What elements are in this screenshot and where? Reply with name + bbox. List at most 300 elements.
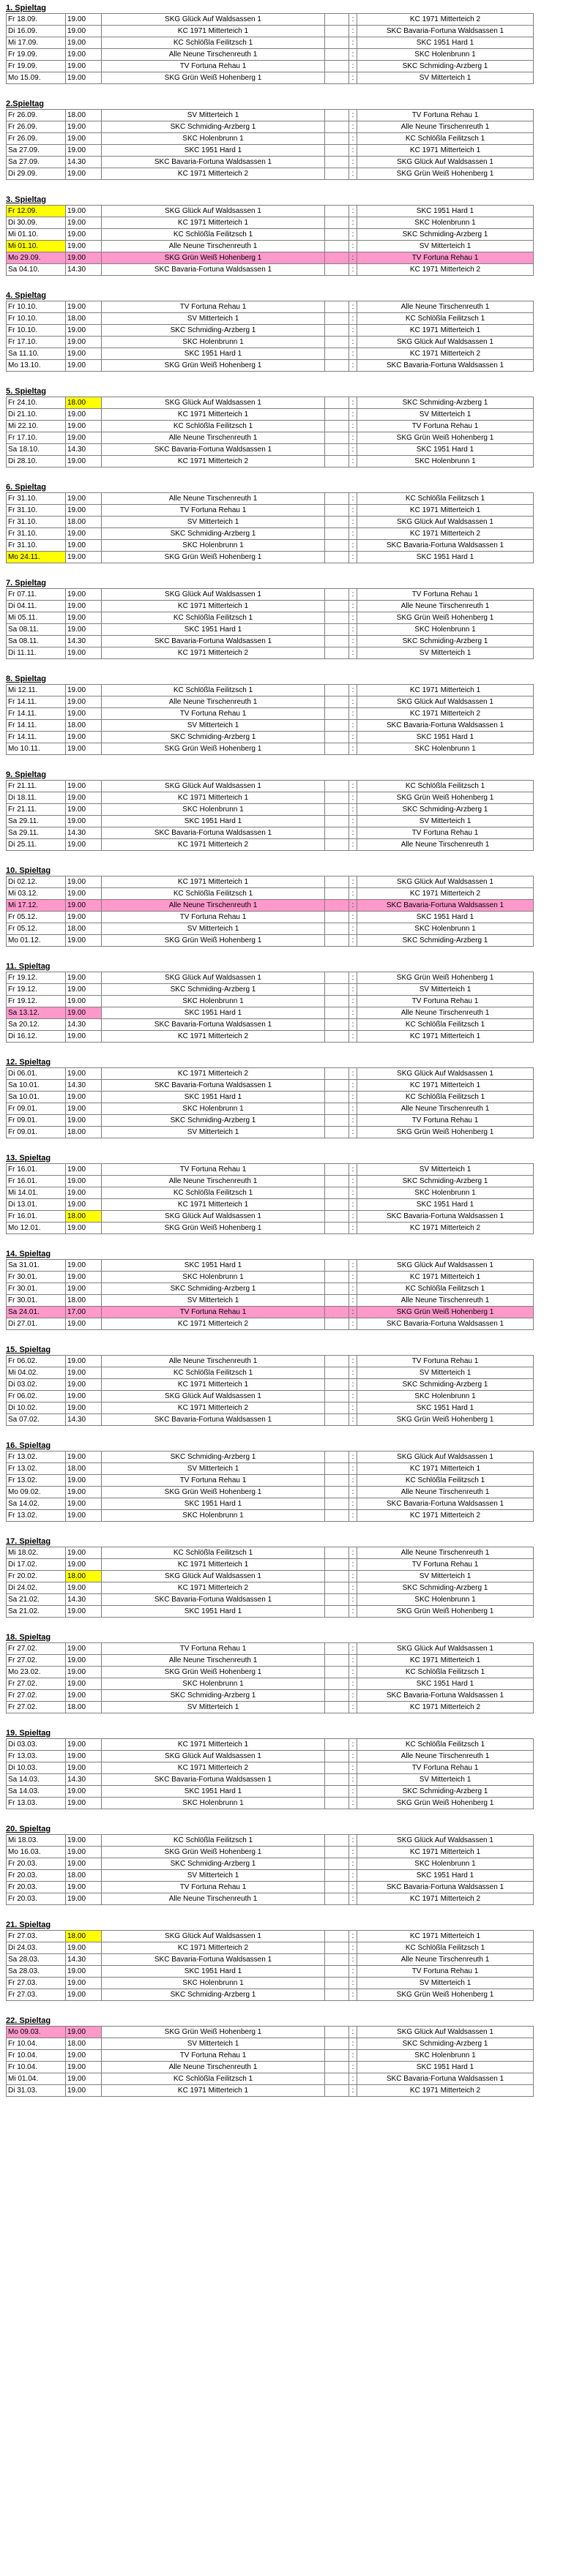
away-team: SKC Bavaria-Fortuna Waldsassen 1 — [357, 2073, 534, 2085]
away-team: SKG Grün Weiß Hohenberg 1 — [357, 168, 534, 180]
games-table — [6, 1642, 534, 1713]
score-separator: : — [349, 456, 357, 467]
home-team: SKC Holenbrunn 1 — [102, 996, 325, 1007]
score-cell-home — [325, 217, 349, 229]
game-time: 19.00 — [66, 1092, 102, 1103]
game-row — [7, 301, 534, 313]
score-cell-home — [325, 1283, 349, 1295]
score-cell-home — [325, 1762, 349, 1774]
score-separator: : — [349, 696, 357, 708]
score-cell-home — [325, 37, 349, 49]
away-team: KC 1971 Mitterteich 1 — [357, 325, 534, 337]
game-date: Fr 19.12. — [7, 984, 66, 996]
score-separator: : — [349, 409, 357, 421]
away-team: SKC Schmiding-Arzberg 1 — [357, 636, 534, 647]
score-separator: : — [349, 432, 357, 444]
home-team: SKC Holenbrunn 1 — [102, 1978, 325, 1989]
home-team: SV Mitterteich 1 — [102, 110, 325, 121]
score-cell-home — [325, 1870, 349, 1882]
game-date: Mi 03.12. — [7, 888, 66, 900]
home-team: KC 1971 Mitterteich 1 — [102, 792, 325, 804]
home-team: SV Mitterteich 1 — [102, 1702, 325, 1713]
game-row — [7, 935, 534, 947]
game-date: Fr 26.09. — [7, 121, 66, 133]
score-cell-home — [325, 589, 349, 601]
home-team: SKC Holenbrunn 1 — [102, 804, 325, 816]
score-cell-home — [325, 923, 349, 935]
away-team: KC 1971 Mitterteich 2 — [357, 1510, 534, 1522]
score-cell-home — [325, 612, 349, 624]
game-date: Sa 07.02. — [7, 1414, 66, 1426]
score-separator: : — [349, 421, 357, 432]
spieltag-2 — [6, 99, 533, 180]
game-date: Mo 15.09. — [7, 72, 66, 84]
game-row — [7, 792, 534, 804]
score-cell-home — [325, 1379, 349, 1391]
score-cell-home — [325, 1164, 349, 1176]
game-date: Mi 18.02. — [7, 1547, 66, 1559]
away-team: SV Mitterteich 1 — [357, 647, 534, 659]
away-team: SKC Bavaria-Fortuna Waldsassen 1 — [357, 1882, 534, 1893]
game-time: 19.00 — [66, 2062, 102, 2073]
home-team: SKC 1951 Hard 1 — [102, 1007, 325, 1019]
score-cell-home — [325, 876, 349, 888]
home-team: SKC Bavaria-Fortuna Waldsassen 1 — [102, 636, 325, 647]
home-team: SV Mitterteich 1 — [102, 517, 325, 528]
game-date: Fr 09.01. — [7, 1127, 66, 1138]
score-separator: : — [349, 1414, 357, 1426]
spieltag-title: 15. Spieltag — [6, 1345, 51, 1354]
away-team: SKC Schmiding-Arzberg 1 — [357, 1176, 534, 1187]
score-separator: : — [349, 1223, 357, 1234]
score-cell-home — [325, 168, 349, 180]
score-cell-home — [325, 1606, 349, 1618]
home-team: SKC Bavaria-Fortuna Waldsassen 1 — [102, 827, 325, 839]
score-separator: : — [349, 1954, 357, 1966]
game-date: Fr 10.04. — [7, 2062, 66, 2073]
score-separator: : — [349, 313, 357, 325]
game-row — [7, 876, 534, 888]
score-cell-home — [325, 206, 349, 217]
away-team: KC 1971 Mitterteich 2 — [357, 264, 534, 276]
score-cell-home — [325, 647, 349, 659]
home-team: SKC Schmiding-Arzberg 1 — [102, 1690, 325, 1702]
game-date: Mi 05.11. — [7, 612, 66, 624]
game-row — [7, 26, 534, 37]
game-row — [7, 2038, 534, 2050]
score-separator: : — [349, 1211, 357, 1223]
game-row — [7, 1127, 534, 1138]
score-cell-home — [325, 1223, 349, 1234]
score-separator: : — [349, 708, 357, 720]
score-separator: : — [349, 1643, 357, 1655]
score-cell-home — [325, 409, 349, 421]
score-cell-home — [325, 1667, 349, 1678]
game-row — [7, 1019, 534, 1031]
home-team: SKG Grün Weiß Hohenberg 1 — [102, 72, 325, 84]
away-team: KC Schlößla Feilitzsch 1 — [357, 1942, 534, 1954]
home-team: SKC 1951 Hard 1 — [102, 1966, 325, 1978]
score-separator: : — [349, 145, 357, 157]
game-date: Fr 10.10. — [7, 313, 66, 325]
game-date: Fr 21.11. — [7, 781, 66, 792]
game-date: Fr 13.03. — [7, 1798, 66, 1809]
score-separator: : — [349, 1870, 357, 1882]
away-team: SV Mitterteich 1 — [357, 241, 534, 252]
spieltag-title: 11. Spieltag — [6, 962, 51, 971]
game-row — [7, 1356, 534, 1367]
game-time: 19.00 — [66, 217, 102, 229]
score-separator: : — [349, 1606, 357, 1618]
game-time: 19.00 — [66, 781, 102, 792]
score-cell-home — [325, 1643, 349, 1655]
away-team: KC Schlößla Feilitzsch 1 — [357, 133, 534, 145]
home-team: SKC 1951 Hard 1 — [102, 1786, 325, 1798]
games-table — [6, 1738, 534, 1809]
score-cell-home — [325, 2062, 349, 2073]
game-date: Fr 13.02. — [7, 1452, 66, 1463]
away-team: KC 1971 Mitterteich 2 — [357, 2085, 534, 2097]
home-team: SKC Bavaria-Fortuna Waldsassen 1 — [102, 157, 325, 168]
home-team: SKC Bavaria-Fortuna Waldsassen 1 — [102, 1019, 325, 1031]
game-row — [7, 1762, 534, 1774]
game-row — [7, 133, 534, 145]
away-team: KC 1971 Mitterteich 1 — [357, 145, 534, 157]
game-time: 19.00 — [66, 708, 102, 720]
score-separator: : — [349, 49, 357, 61]
game-row — [7, 1882, 534, 1893]
score-cell-home — [325, 517, 349, 528]
game-row — [7, 1559, 534, 1571]
away-team: SV Mitterteich 1 — [357, 1571, 534, 1582]
away-team: SKC 1951 Hard 1 — [357, 1678, 534, 1690]
games-table — [6, 205, 534, 276]
away-team: SV Mitterteich 1 — [357, 1774, 534, 1786]
game-date: Mi 22.10. — [7, 421, 66, 432]
game-row — [7, 1989, 534, 2001]
away-team: KC 1971 Mitterteich 1 — [357, 1272, 534, 1283]
game-date: Fr 19.12. — [7, 996, 66, 1007]
score-separator: : — [349, 984, 357, 996]
away-team: SKG Glück Auf Waldsassen 1 — [357, 517, 534, 528]
game-row — [7, 1199, 534, 1211]
game-time: 19.00 — [66, 241, 102, 252]
game-row — [7, 217, 534, 229]
away-team: SKC Schmiding-Arzberg 1 — [357, 1786, 534, 1798]
game-row — [7, 241, 534, 252]
score-cell-home — [325, 421, 349, 432]
game-row — [7, 636, 534, 647]
game-date: Fr 30.01. — [7, 1272, 66, 1283]
score-separator: : — [349, 1751, 357, 1762]
score-separator: : — [349, 1475, 357, 1487]
home-team: KC 1971 Mitterteich 2 — [102, 1402, 325, 1414]
score-separator: : — [349, 552, 357, 563]
game-time: 14.30 — [66, 1414, 102, 1426]
game-time: 19.00 — [66, 493, 102, 505]
score-separator: : — [349, 1594, 357, 1606]
game-date: Sa 10.01. — [7, 1080, 66, 1092]
score-separator: : — [349, 912, 357, 923]
score-cell-home — [325, 1272, 349, 1283]
score-separator: : — [349, 168, 357, 180]
home-team: SKC Schmiding-Arzberg 1 — [102, 325, 325, 337]
score-cell-home — [325, 1115, 349, 1127]
spieltag-9 — [6, 770, 533, 851]
score-cell-home — [325, 1893, 349, 1905]
game-time: 19.00 — [66, 612, 102, 624]
score-cell-home — [325, 1847, 349, 1858]
game-row — [7, 61, 534, 72]
spieltag-20 — [6, 1824, 533, 1905]
game-time: 19.00 — [66, 743, 102, 755]
game-row — [7, 624, 534, 636]
game-time: 19.00 — [66, 325, 102, 337]
game-time: 19.00 — [66, 133, 102, 145]
home-team: KC Schlößla Feilitzsch 1 — [102, 2073, 325, 2085]
home-team: SKC Schmiding-Arzberg 1 — [102, 1283, 325, 1295]
game-date: Fr 14.11. — [7, 720, 66, 732]
game-date: Di 30.09. — [7, 217, 66, 229]
spieltag-14 — [6, 1249, 533, 1330]
spieltag-6 — [6, 482, 533, 563]
home-team: SKG Glück Auf Waldsassen 1 — [102, 589, 325, 601]
game-time: 19.00 — [66, 1367, 102, 1379]
game-time: 19.00 — [66, 804, 102, 816]
away-team: SKG Glück Auf Waldsassen 1 — [357, 157, 534, 168]
game-date: Di 03.02. — [7, 1379, 66, 1391]
score-cell-home — [325, 1187, 349, 1199]
game-time: 19.00 — [66, 1199, 102, 1211]
score-cell-home — [325, 552, 349, 563]
game-time: 19.00 — [66, 2085, 102, 2097]
score-cell-home — [325, 1798, 349, 1809]
game-row — [7, 1798, 534, 1809]
home-team: SKC 1951 Hard 1 — [102, 145, 325, 157]
score-separator: : — [349, 1931, 357, 1942]
game-date: Fr 14.11. — [7, 732, 66, 743]
spieltag-title: 9. Spieltag — [6, 770, 47, 779]
score-cell-home — [325, 1414, 349, 1426]
game-row — [7, 1978, 534, 1989]
away-team: KC Schlößla Feilitzsch 1 — [357, 781, 534, 792]
away-team: SKC 1951 Hard 1 — [357, 2062, 534, 2073]
score-cell-home — [325, 1751, 349, 1762]
game-row — [7, 1667, 534, 1678]
score-cell-home — [325, 72, 349, 84]
game-time: 19.00 — [66, 1893, 102, 1905]
home-team: SKG Glück Auf Waldsassen 1 — [102, 781, 325, 792]
game-time: 19.00 — [66, 1978, 102, 1989]
score-cell-home — [325, 157, 349, 168]
game-row — [7, 313, 534, 325]
score-cell-home — [325, 732, 349, 743]
score-cell-home — [325, 145, 349, 157]
game-row — [7, 1391, 534, 1402]
score-separator: : — [349, 1762, 357, 1774]
game-time: 19.00 — [66, 876, 102, 888]
game-row — [7, 1260, 534, 1272]
game-row — [7, 1103, 534, 1115]
game-date: Fr 16.01. — [7, 1211, 66, 1223]
score-separator: : — [349, 1031, 357, 1043]
game-time: 19.00 — [66, 337, 102, 348]
score-cell-home — [325, 2050, 349, 2062]
away-team: SKC 1951 Hard 1 — [357, 732, 534, 743]
game-date: Di 21.10. — [7, 409, 66, 421]
game-date: Fr 19.09. — [7, 49, 66, 61]
score-cell-home — [325, 1954, 349, 1966]
away-team: SKC Schmiding-Arzberg 1 — [357, 397, 534, 409]
game-date: Fr 30.01. — [7, 1295, 66, 1307]
game-row — [7, 1606, 534, 1618]
game-date: Di 13.01. — [7, 1199, 66, 1211]
spieltag-title: 2.Spieltag — [6, 99, 44, 108]
game-date: Sa 24.01. — [7, 1307, 66, 1318]
away-team: SKG Grün Weiß Hohenberg 1 — [357, 1798, 534, 1809]
game-time: 17.00 — [66, 1307, 102, 1318]
home-team: SKC Bavaria-Fortuna Waldsassen 1 — [102, 264, 325, 276]
home-team: KC 1971 Mitterteich 1 — [102, 409, 325, 421]
game-row — [7, 157, 534, 168]
game-row — [7, 888, 534, 900]
game-time: 14.30 — [66, 157, 102, 168]
score-separator: : — [349, 1092, 357, 1103]
score-separator: : — [349, 1847, 357, 1858]
game-time: 19.00 — [66, 1559, 102, 1571]
game-row — [7, 1068, 534, 1080]
score-separator: : — [349, 1318, 357, 1330]
home-team: KC 1971 Mitterteich 1 — [102, 26, 325, 37]
score-cell-home — [325, 1655, 349, 1667]
score-cell-home — [325, 26, 349, 37]
score-cell-home — [325, 1571, 349, 1582]
away-team: Alle Neune Tirschenreuth 1 — [357, 1547, 534, 1559]
game-time: 18.00 — [66, 1295, 102, 1307]
game-row — [7, 1893, 534, 1905]
game-row — [7, 781, 534, 792]
game-date: Fr 31.10. — [7, 493, 66, 505]
spieltag-18 — [6, 1632, 533, 1713]
away-team: SKC Schmiding-Arzberg 1 — [357, 935, 534, 947]
game-date: Fr 13.03. — [7, 1751, 66, 1762]
game-time: 19.00 — [66, 732, 102, 743]
game-date: Fr 31.10. — [7, 517, 66, 528]
score-separator: : — [349, 61, 357, 72]
away-team: SKC Bavaria-Fortuna Waldsassen 1 — [357, 540, 534, 552]
score-cell-home — [325, 133, 349, 145]
spieltag-8 — [6, 674, 533, 755]
game-date: Fr 13.02. — [7, 1463, 66, 1475]
game-date: Fr 26.09. — [7, 133, 66, 145]
spieltag-title: 14. Spieltag — [6, 1250, 51, 1258]
game-row — [7, 972, 534, 984]
game-time: 19.00 — [66, 1498, 102, 1510]
score-cell-home — [325, 972, 349, 984]
game-time: 19.00 — [66, 647, 102, 659]
home-team: SKC Bavaria-Fortuna Waldsassen 1 — [102, 1080, 325, 1092]
home-team: TV Fortuna Rehau 1 — [102, 1882, 325, 1893]
score-cell-home — [325, 505, 349, 517]
game-date: Mo 23.02. — [7, 1667, 66, 1678]
away-team: KC Schlößla Feilitzsch 1 — [357, 1283, 534, 1295]
score-separator: : — [349, 241, 357, 252]
spieltag-title: 21. Spieltag — [6, 1920, 51, 1929]
game-date: Mi 01.10. — [7, 229, 66, 241]
score-cell-home — [325, 432, 349, 444]
game-time: 19.00 — [66, 528, 102, 540]
game-time: 18.00 — [66, 923, 102, 935]
game-date: Fr 27.03. — [7, 1931, 66, 1942]
game-time: 19.00 — [66, 589, 102, 601]
game-date: Fr 13.02. — [7, 1510, 66, 1522]
home-team: SKG Glück Auf Waldsassen 1 — [102, 1571, 325, 1582]
home-team: SV Mitterteich 1 — [102, 1295, 325, 1307]
home-team: SKG Glück Auf Waldsassen 1 — [102, 1931, 325, 1942]
score-separator: : — [349, 1260, 357, 1272]
home-team: SKG Grün Weiß Hohenberg 1 — [102, 252, 325, 264]
score-separator: : — [349, 133, 357, 145]
game-time: 19.00 — [66, 1667, 102, 1678]
score-separator: : — [349, 2038, 357, 2050]
away-team: SV Mitterteich 1 — [357, 72, 534, 84]
home-team: Alle Neune Tirschenreuth 1 — [102, 432, 325, 444]
score-cell-home — [325, 325, 349, 337]
score-cell-home — [325, 1978, 349, 1989]
spieltag-16 — [6, 1441, 533, 1522]
score-cell-home — [325, 301, 349, 313]
home-team: KC Schlößla Feilitzsch 1 — [102, 612, 325, 624]
game-date: Mo 10.11. — [7, 743, 66, 755]
away-team: KC 1971 Mitterteich 1 — [357, 1031, 534, 1043]
score-cell-home — [325, 624, 349, 636]
score-cell-home — [325, 444, 349, 456]
game-row — [7, 1115, 534, 1127]
game-date: Di 24.03. — [7, 1942, 66, 1954]
game-row — [7, 1571, 534, 1582]
spieltag-title: 5. Spieltag — [6, 387, 47, 396]
game-date: Fr 27.02. — [7, 1655, 66, 1667]
game-date: Mo 09.02. — [7, 1487, 66, 1498]
game-time: 19.00 — [66, 1989, 102, 2001]
score-cell-home — [325, 1391, 349, 1402]
score-cell-home — [325, 313, 349, 325]
away-team: SKC 1951 Hard 1 — [357, 552, 534, 563]
game-row — [7, 397, 534, 409]
game-date: Sa 14.02. — [7, 1498, 66, 1510]
game-row — [7, 444, 534, 456]
score-cell-home — [325, 110, 349, 121]
home-team: Alle Neune Tirschenreuth 1 — [102, 900, 325, 912]
game-row — [7, 1786, 534, 1798]
home-team: SKG Grün Weiß Hohenberg 1 — [102, 360, 325, 372]
home-team: SKG Glück Auf Waldsassen 1 — [102, 14, 325, 26]
game-time: 19.00 — [66, 1678, 102, 1690]
score-separator: : — [349, 1307, 357, 1318]
game-time: 19.00 — [66, 72, 102, 84]
score-separator: : — [349, 1858, 357, 1870]
score-separator: : — [349, 121, 357, 133]
score-separator: : — [349, 732, 357, 743]
spieltag-17 — [6, 1536, 533, 1618]
game-row — [7, 1739, 534, 1751]
away-team: KC Schlößla Feilitzsch 1 — [357, 1475, 534, 1487]
home-team: KC Schlößla Feilitzsch 1 — [102, 685, 325, 696]
spieltag-title: 6. Spieltag — [6, 483, 47, 492]
game-date: Sa 28.03. — [7, 1954, 66, 1966]
away-team: Alle Neune Tirschenreuth 1 — [357, 121, 534, 133]
home-team: SKC Holenbrunn 1 — [102, 133, 325, 145]
